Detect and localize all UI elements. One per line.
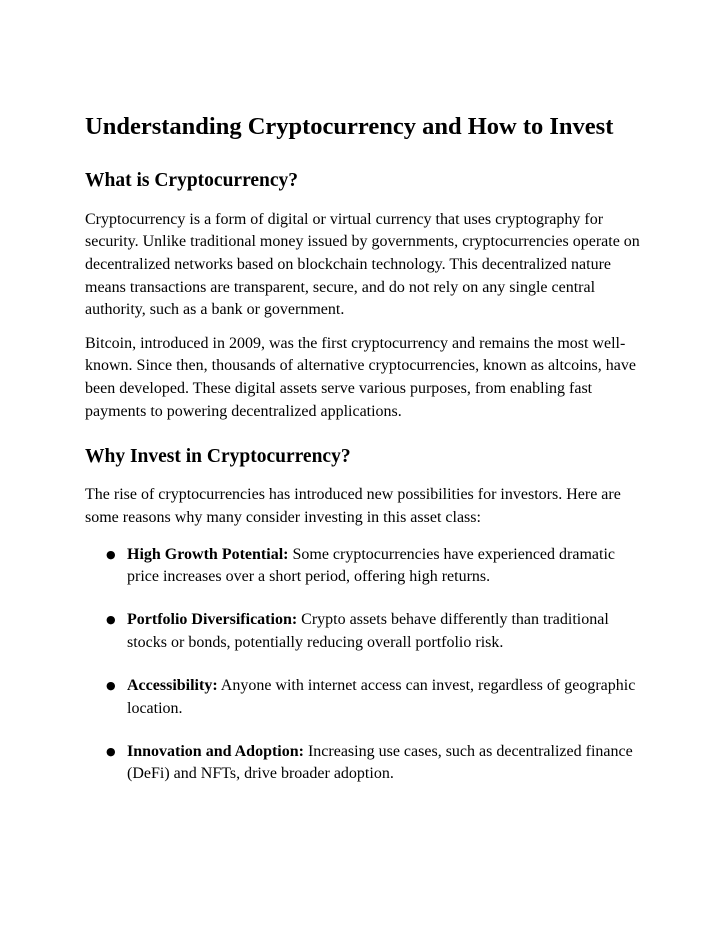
list-item <box>106 675 640 720</box>
bullet-icon: ● <box>106 744 116 758</box>
section-heading: What is Cryptocurrency? <box>85 170 299 192</box>
paragraph: Cryptocurrency is a form of digital or virtual currency that uses cryptography for security. Unlike traditional money issued by governments, cryptocurrencies operate on decentralized networks based on blockchain technology. This decentralized nature means transactions are transparent, secure, and do not rely on any single central authority, such as a bank or government. <box>85 210 640 319</box>
list-item <box>106 609 640 654</box>
section-what-is-crypto <box>85 169 640 423</box>
list-item-text: Increasing use cases, such as decentralized finance (DeFi) and NFTs, drive broader adoption. <box>127 742 633 783</box>
list-item <box>106 741 640 786</box>
bullet-icon: ● <box>106 679 116 693</box>
list-item-term: Portfolio Diversification: <box>127 611 298 629</box>
bullet-icon: ● <box>106 613 116 627</box>
list-item-text: Some cryptocurrencies have experienced dramatic price increases over a short period, offering high returns. <box>127 545 615 586</box>
list-item-term: High Growth Potential: <box>127 545 289 563</box>
list-item-term: Accessibility: <box>127 677 218 695</box>
list-item <box>106 544 640 589</box>
list-item-text: Anyone with internet access can invest, regardless of geographic location. <box>127 677 636 717</box>
section-why-invest <box>85 445 640 786</box>
reasons-list <box>85 544 640 786</box>
bullet-icon: ● <box>106 547 116 561</box>
list-item-text: Crypto assets behave differently than traditional stocks or bonds, potentially reducing overall portfolio risk. <box>127 611 609 651</box>
section-heading: Why Invest in Cryptocurrency? <box>85 446 351 468</box>
paragraph: Bitcoin, introduced in 2009, was the first cryptocurrency and remains the most well-known. Since then, thousands of alternative cryptocurrencies, known as altcoins, have been developed. These digital assets serve various purposes, from enabling fast payments to powering decentralized applications. <box>85 334 636 420</box>
list-item-term: Innovation and Adoption: <box>127 742 304 760</box>
paragraph: The rise of cryptocurrencies has introduced new possibilities for investors. Here are some reasons why many consider investing in this asset class: <box>85 486 621 527</box>
document-title: Understanding Cryptocurrency and How to Invest <box>85 113 614 140</box>
